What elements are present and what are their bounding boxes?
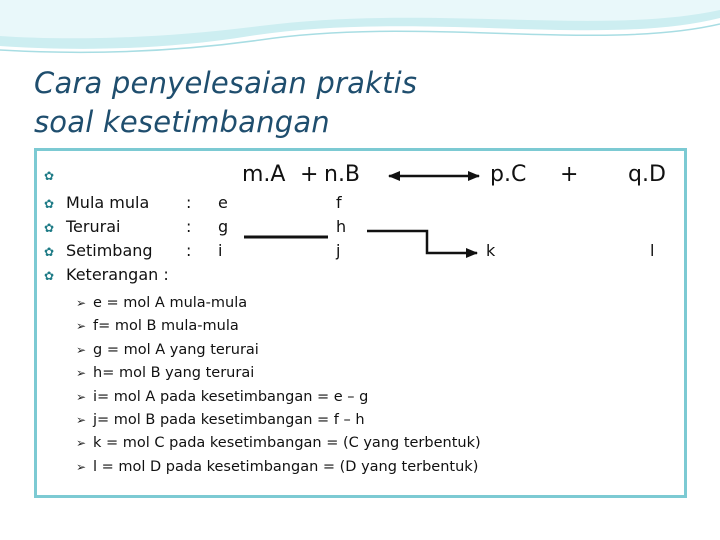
bullet-icon: ✿ [44, 269, 55, 283]
note-item: j= mol B pada kesetimbangan = f – h [93, 412, 365, 428]
row-colon: : [186, 241, 192, 260]
header-wave-decoration [0, 0, 720, 60]
equation-plus-2: + [560, 162, 579, 187]
bullet-icon: ✿ [44, 197, 55, 211]
arrow-bullet-icon: ➢ [76, 342, 87, 357]
row-label-setimbang: Setimbang [66, 241, 153, 260]
note-item: h= mol B yang terurai [93, 365, 255, 382]
row-value-d: l [650, 241, 655, 260]
title-line-2: soal kesetimbangan [34, 105, 330, 139]
bullet-icon: ✿ [44, 221, 55, 235]
arrow-bullet-icon: ➢ [76, 296, 87, 310]
row-colon: : [186, 193, 192, 212]
note-item: e = mol A mula-mula [93, 295, 248, 311]
bullet-icon: ✿ [44, 245, 55, 259]
row-value-b: j [336, 241, 341, 260]
arrow-bullet-icon: ➢ [76, 413, 87, 427]
note-item: f= mol B mula-mula [93, 318, 239, 335]
note-item: i= mol A pada kesetimbangan = e – g [93, 388, 369, 405]
arrow-bullet-icon: ➢ [76, 389, 87, 404]
row-value-b: f [336, 193, 342, 212]
note-item: l = mol D pada kesetimbangan = (D yang terbentuk) [93, 458, 479, 475]
keterangan-label: Keterangan : [66, 265, 169, 284]
page-title [34, 64, 417, 142]
arrow-bullet-icon: ➢ [76, 459, 87, 474]
row-value-b: h [336, 217, 347, 236]
row-label-mula-mula: Mula mula [66, 193, 150, 212]
arrow-bullet-icon: ➢ [76, 319, 87, 334]
note-item: g = mol A yang terurai [93, 341, 259, 358]
equation-product-d: q.D [628, 162, 666, 187]
equation-plus-1: + [300, 162, 319, 187]
equation-reactant-b: n.B [324, 162, 361, 187]
row-value-c: k [486, 241, 496, 260]
title-line-1: Cara penyelesaian praktis [34, 66, 418, 100]
row-value-a: e [218, 193, 228, 212]
equation-reactant-a: m.A [242, 162, 286, 187]
equation-product-c: p.C [490, 162, 527, 187]
row-colon: : [186, 217, 192, 236]
row-label-terurai: Terurai [66, 217, 121, 236]
note-item: k = mol C pada kesetimbangan = (C yang terbentuk) [93, 435, 481, 452]
bullet-icon: ✿ [44, 169, 55, 183]
arrow-bullet-icon: ➢ [76, 366, 87, 381]
arrow-bullet-icon: ➢ [76, 436, 87, 451]
row-value-a: g [218, 217, 229, 236]
row-value-a: i [218, 241, 223, 260]
